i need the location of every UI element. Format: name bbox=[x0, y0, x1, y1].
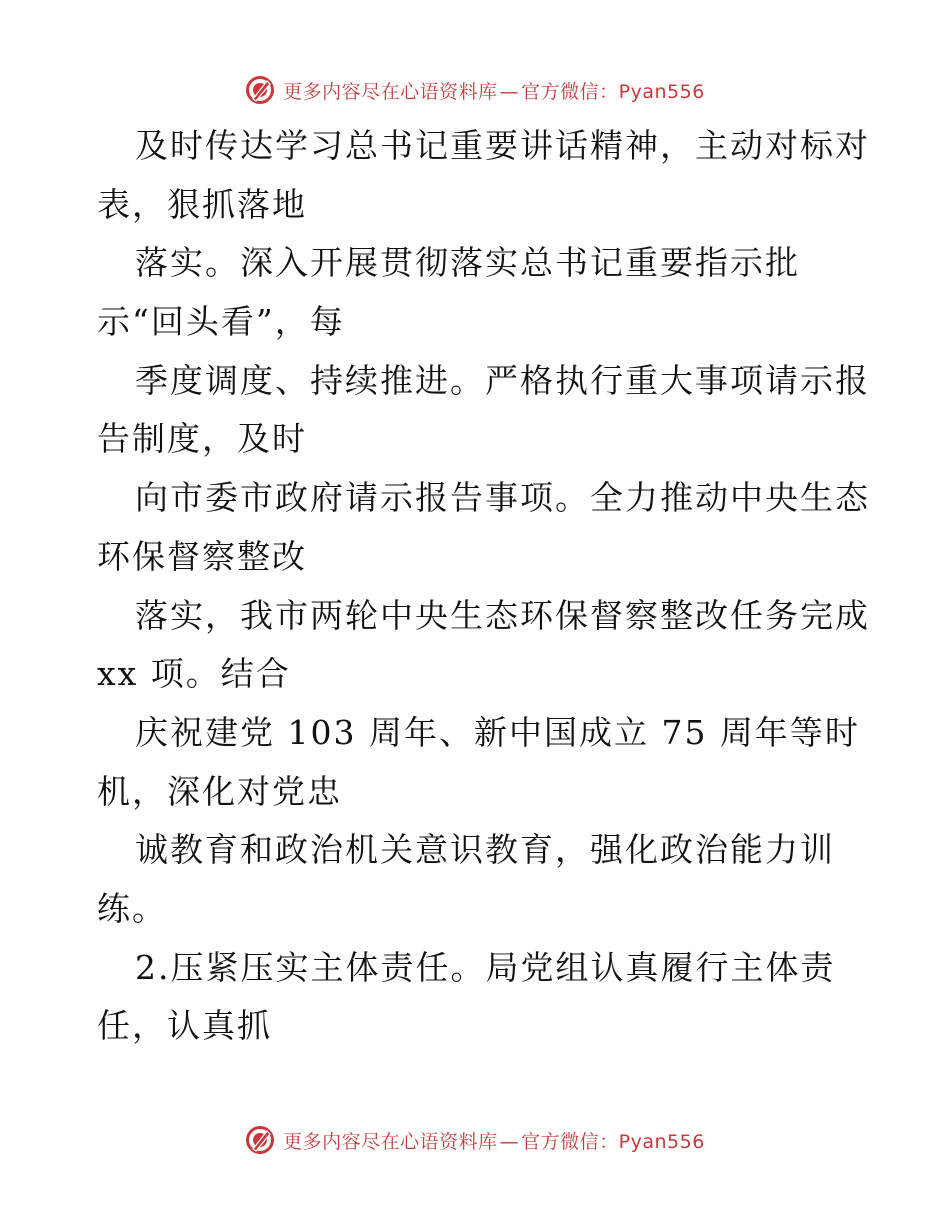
watermark-separator: — bbox=[499, 1130, 520, 1153]
text-line: 环保督察整改 bbox=[97, 536, 307, 576]
text-line: 练。 bbox=[97, 888, 167, 928]
watermark-text bbox=[283, 1127, 705, 1154]
text-line: 落实，我市两轮中央生态环保督察整改任务完成 bbox=[135, 595, 870, 635]
text-line: 落实。深入开展贯彻落实总书记重要指示批 bbox=[135, 243, 800, 283]
text-line: 告制度，及时 bbox=[97, 419, 307, 459]
watermark-brand: 更多内容尽在心语资料库 bbox=[283, 80, 498, 103]
text-line: 及时传达学习总书记重要讲话精神，主动对标对 bbox=[135, 126, 870, 165]
text-line: 季度调度、持续推进。严格执行重大事项请示报 bbox=[135, 360, 870, 400]
text-line: 任，认真抓 bbox=[97, 1006, 272, 1046]
watermark-text bbox=[283, 77, 705, 104]
watermark-separator: — bbox=[499, 80, 520, 103]
text-line: 向市委市政府请示报告事项。全力推动中央生态 bbox=[135, 478, 870, 518]
pen-circle-logo-icon bbox=[245, 75, 275, 105]
pen-circle-logo-icon bbox=[245, 1125, 275, 1155]
document-body bbox=[97, 117, 870, 1056]
text-line: 庆祝建党 103 周年、新中国成立 75 周年等时 bbox=[135, 712, 860, 752]
text-line: 示“回头看”，每 bbox=[97, 302, 345, 342]
text-line: 诚教育和政治机关意识教育，强化政治能力训 bbox=[135, 830, 835, 870]
footer-watermark bbox=[0, 1120, 950, 1160]
header-watermark bbox=[0, 70, 950, 110]
watermark-brand: 更多内容尽在心语资料库 bbox=[283, 1130, 498, 1153]
text-line: 2.压紧压实主体责任。局党组认真履行主体责 bbox=[135, 947, 836, 987]
watermark-contact: 官方微信：Pyan556 bbox=[521, 1130, 705, 1153]
watermark-contact: 官方微信：Pyan556 bbox=[521, 80, 705, 103]
text-line: 机，深化对党忠 bbox=[97, 771, 342, 811]
text-line: 表，狠抓落地 bbox=[97, 184, 307, 224]
text-line: xx 项。结合 bbox=[97, 654, 291, 694]
